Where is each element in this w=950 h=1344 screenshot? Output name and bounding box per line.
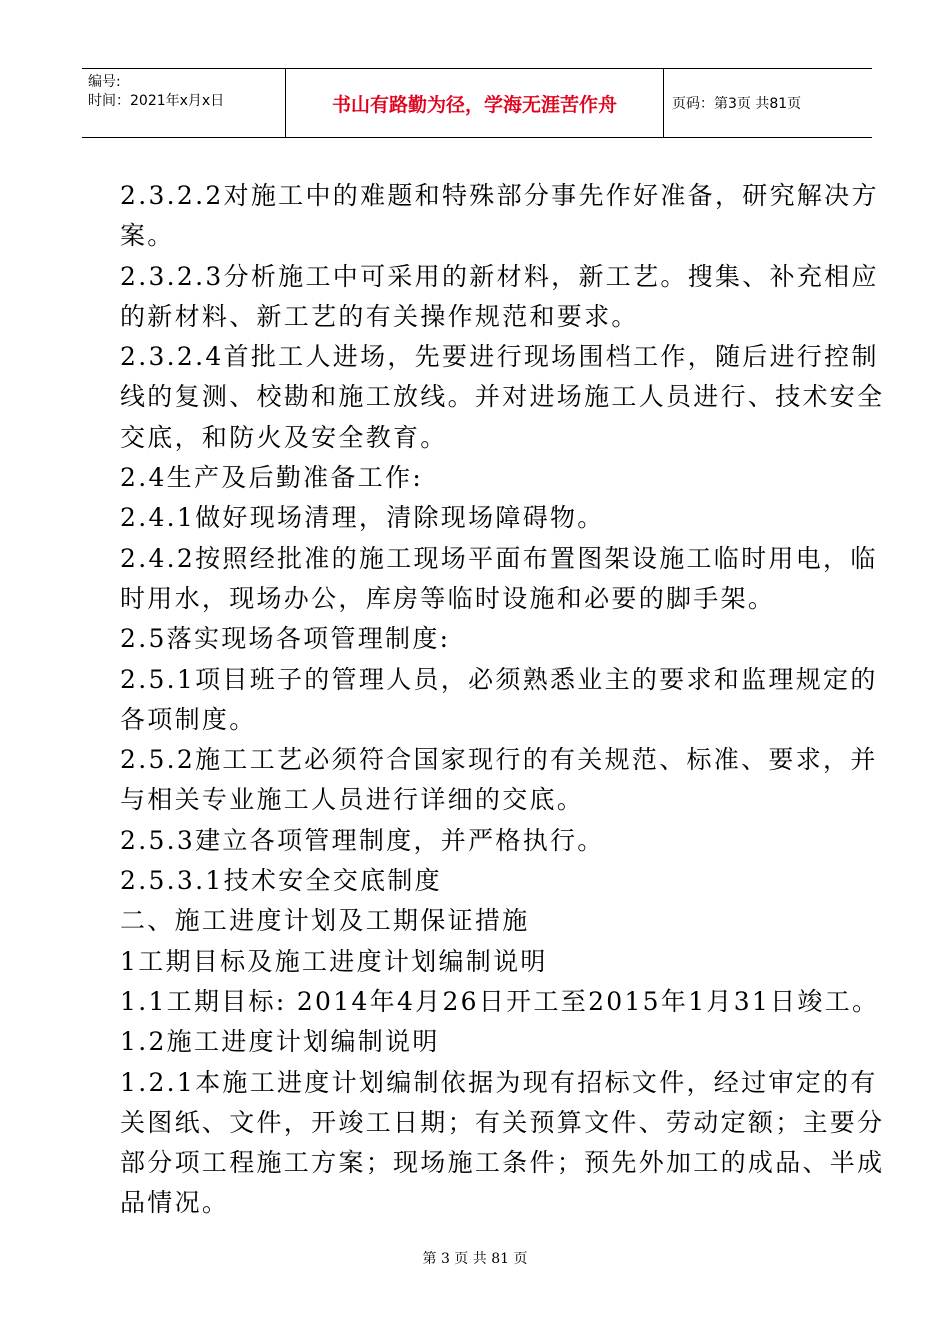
text-line: 2.5.2施工工艺必须符合国家现行的有关规范、标准、要求，并 [120,745,878,775]
text-line: 交底，和防火及安全教育。 [120,422,448,452]
text-line: 的新材料、新工艺的有关操作规范和要求。 [120,301,639,331]
text-line: 1.1工期目标: 2014年4月26日开工至2015年1月31日竣工。 [120,986,880,1016]
text-line: 2.3.2.3分析施工中可采用的新材料，新工艺。搜集、补充相应 [120,261,879,291]
text-line: 2.3.2.2对施工中的难题和特殊部分事先作好准备，研究解决方 [120,181,879,210]
page-footer: 第 3 页 共 81 页 [422,1251,528,1267]
text-line: 2.4.2按照经批准的施工现场平面布置图架设施工临时用电，临 [120,543,878,573]
text-line: 部分项工程施工方案；现场施工条件；预先外加工的成品、半成 [120,1148,885,1178]
text-line: 与相关专业施工人员进行详细的交底。 [120,785,585,815]
text-line: 2.5落实现场各项管理制度: [120,624,451,654]
document-body [120,176,885,1224]
text-line: 各项制度。 [120,704,257,734]
document-number-label: 编号: [88,74,121,90]
text-line: 1工期目标及施工进度计划编制说明 [120,946,548,976]
text-line: 案。 [120,221,175,251]
text-line: 2.4.1做好现场清理，清除现场障碍物。 [120,503,605,533]
text-line: 2.5.3建立各项管理制度，并严格执行。 [120,825,605,855]
text-line: 2.4生产及后勤准备工作: [120,463,424,493]
document-time-label: 时间：2021年x月x日 [88,93,225,109]
text-line: 2.5.1项目班子的管理人员，必须熟悉业主的要求和监理规定的 [120,664,878,694]
text-line: 2.3.2.4首批工人进场，先要进行现场围档工作，随后进行控制 [120,342,879,372]
header-page-info: 页码：第3页 共81页 [672,96,802,112]
text-line: 1.2施工进度计划编制说明 [120,1027,440,1057]
header-motto: 书山有路勤为径，学海无涯苦作舟 [286,69,664,137]
text-line: 2.5.3.1技术安全交底制度 [120,866,442,896]
page-header [82,68,872,138]
header-meta [82,69,286,137]
text-line: 1.2.1本施工进度计划编制依据为现有招标文件，经过审定的有 [120,1067,878,1097]
text-line: 品情况。 [120,1188,230,1218]
text-line: 线的复测、校勘和施工放线。并对进场施工人员进行、技术安全 [120,382,885,412]
text-line: 关图纸、文件，开竣工日期；有关预算文件、劳动定额；主要分 [120,1107,885,1137]
text-line: 时用水，现场办公，库房等临时设施和必要的脚手架。 [120,583,776,613]
section-heading: 二、施工进度计划及工期保证措施 [120,906,530,936]
